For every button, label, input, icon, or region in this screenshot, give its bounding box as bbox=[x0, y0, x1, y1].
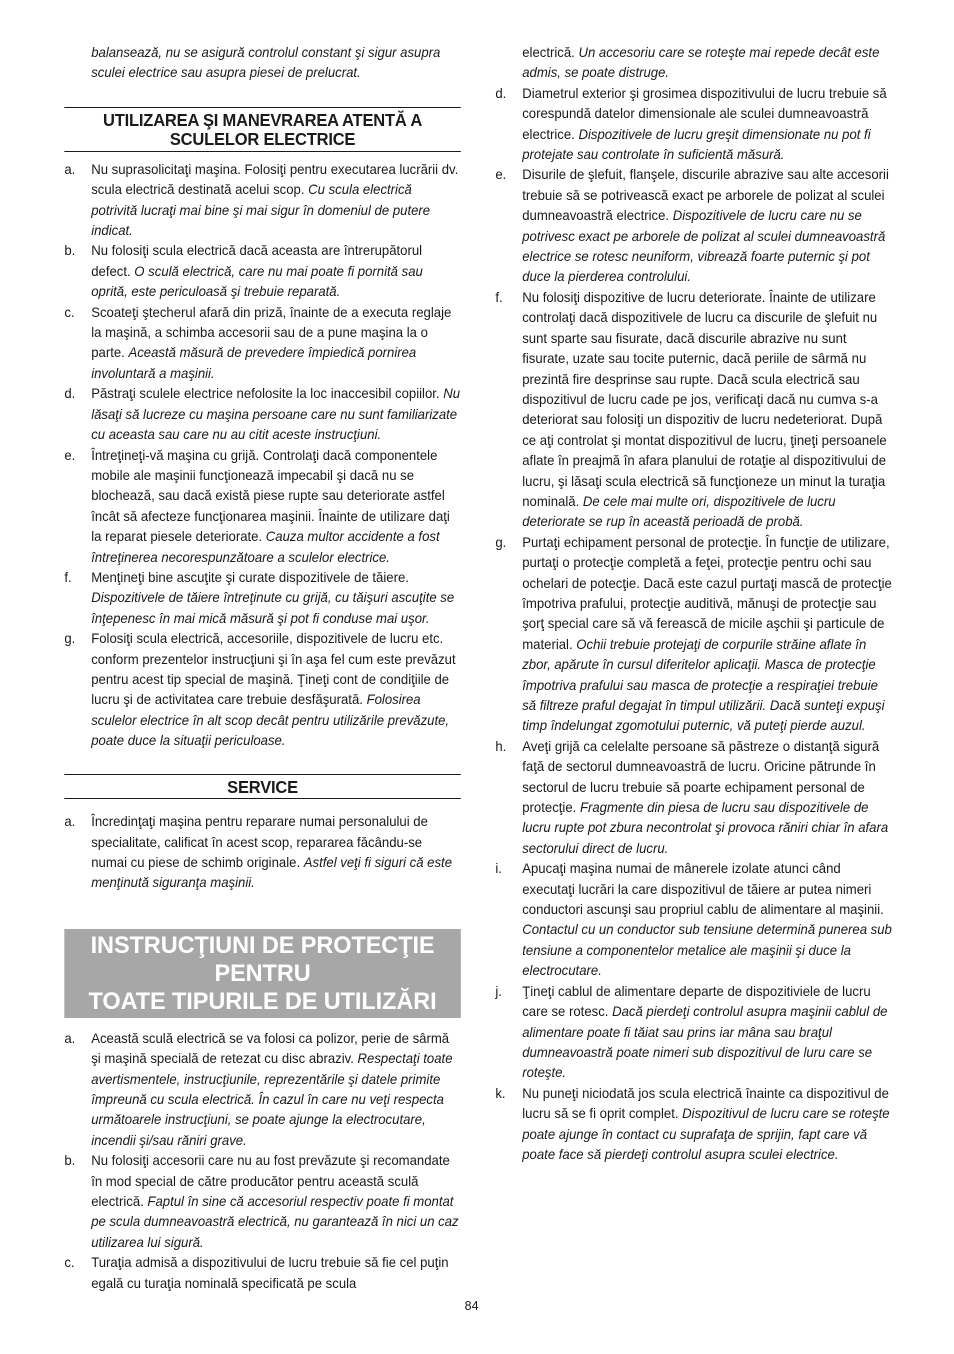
item-text: Apucaţi maşina numai de mânerele izolate atunci când executaţi lucrări la care dispozitivul de tăiere ar putea nimeri conductori ascunşi sau propriul cablu de alimentare al maşinii. bbox=[522, 861, 884, 918]
item-text: Turaţia admisă a dispozitivului de lucru trebuie să fie cel puţin egală cu turaţia nominală specificată pe scula bbox=[91, 1255, 449, 1291]
section-heading-line-2: SCULELOR ELECTRICE bbox=[169, 129, 356, 150]
list-item-utilizarea-c bbox=[64, 303, 460, 385]
item-italic-text: Cu scula electrică potrivită lucraţi mai bine şi mai sigur în domeniul de putere indicat. bbox=[91, 182, 431, 239]
item-text: Păstraţi sculele electrice nefolosite la loc inaccesibil copiilor. bbox=[91, 386, 444, 402]
item-italic-text: Această măsură de prevedere împiedică pornirea involuntară a maşinii. bbox=[91, 345, 417, 381]
item-italic-text: Un accesoriu care se roteşte mai repede decât este admis, se poate distruge. bbox=[522, 45, 880, 81]
item-italic-text: Respectaţi toate avertismentele, instrucţiunile, reprezentările şi datele primite împreună cu scula electrică. În cazul în care nu veţi respecta următoarele instrucţiuni, se poate ajunge la electrocutare, incendii şi/sau răniri grave. bbox=[91, 1051, 453, 1148]
left-intro-text: balansează, nu se asigură controlul constant şi sigur asupra sculei electrice sau asupra piesei de prelucrat. bbox=[91, 45, 441, 81]
item-text: Menţineţi bine ascuţite şi curate dispozitivele de tăiere. bbox=[91, 569, 409, 585]
section-heading-utilizarea bbox=[64, 107, 460, 152]
list-item-utilizarea-a bbox=[64, 160, 460, 242]
item-letter: h. bbox=[495, 738, 507, 754]
item-text: Nu puneţi niciodată jos scula electrică înainte ca dispozitivul de lucru să se fi oprit complet. bbox=[522, 1085, 889, 1122]
item-italic-text: Folosirea sculelor electrice în alt scop decât pentru utilizările prevăzute, poate duce la situaţii periculoase. bbox=[91, 692, 450, 749]
item-letter: g. bbox=[495, 534, 507, 550]
item-italic-text: Dispozitivul de lucru care se roteşte poate ajunge în contact cu suprafaţa de sprijin, fapt care vă poate face să pierdeţi controlul asupra sculei electrice. bbox=[522, 1106, 890, 1162]
item-text: Aveţi grijă ca celelalte persoane să păstreze o distanţă sigură faţă de sectorul dumneavoastră de lucru. Oricine pătrunde în sectorul de lucru trebuie să poarte echipament personal de protecţie. bbox=[522, 738, 880, 816]
item-italic-text: Faptul în sine că accesoriul respectiv poate fi montat pe scula dumneavoastră electrică, nu garantează în nici un caz utilizarea lui sigură. bbox=[91, 1193, 459, 1250]
item-letter: a. bbox=[64, 161, 76, 177]
list-item-protectie-k bbox=[495, 1084, 892, 1166]
item-text: Ţineţi cablul de alimentare departe de dispozitiviele de lucru care se rotesc. bbox=[522, 983, 871, 1020]
item-letter: b. bbox=[64, 243, 76, 259]
item-text: Scoateţi ştecherul afară din priză, înainte de a executa reglaje la maşină, a schimba accesorii sau de a pune maşina la o parte. bbox=[91, 304, 452, 361]
item-letter: c. bbox=[64, 1255, 75, 1271]
list-item-protectie-j bbox=[495, 982, 892, 1084]
list-item-protectie-d bbox=[495, 84, 892, 166]
item-letter: j. bbox=[495, 983, 502, 999]
item-letter: c. bbox=[64, 304, 75, 320]
item-letter: e. bbox=[495, 167, 507, 183]
list-item-protectie-f bbox=[495, 288, 892, 533]
list-item-service-a bbox=[64, 812, 460, 894]
item-italic-text: Ochii trebuie protejaţi de corpurile străine aflate în zbor, apărute în cursul diferitelor aplicaţii. Masca de protecţie împotriva prafului sau masca de protecţie a respiraţiei trebuie să filtreze praful degajat în timpul utilizării. Dacă sunteţi expuşi timp îndelungat zgomotului puternic, vă puteţi pierde auzul. bbox=[522, 636, 885, 734]
list-item-protectie-c-continued bbox=[495, 43, 892, 84]
item-letter: b. bbox=[64, 1153, 76, 1169]
item-italic-text: Fragmente din piesa de lucru sau dispozitivele de lucru rupte pot zbura necontrolat şi provoca răniri chiar în afara sectorului direct de lucru. bbox=[522, 800, 889, 856]
list-service bbox=[64, 812, 460, 894]
item-italic-text: De cele mai multe ori, dispozitivele de lucru deteriorate se rup în această perioadă de probă. bbox=[522, 493, 836, 530]
item-text: Diametrul exterior şi grosimea dispozitivului de lucru trebuie să corespundă datelor dimensionale ale sculei dumneavoastră electrice. bbox=[522, 85, 887, 142]
list-item-utilizarea-g bbox=[64, 629, 460, 751]
item-text: Nu suprasolicitaţi maşina. Folosiţi pentru executarea lucrării dv. scula electrică destinată acelui scop. bbox=[91, 161, 459, 198]
item-italic-text: Contactul cu un conductor sub tensiune determină punerea sub tensiune a componentelor metalice ale maşinii şi duce la electrocutare. bbox=[522, 922, 892, 979]
list-item-protectie-i bbox=[495, 859, 892, 981]
list-item-protectie-c bbox=[64, 1253, 460, 1294]
list-item-protectie-h bbox=[495, 737, 892, 859]
main-heading-line-2: TOATE TIPURILE DE UTILIZĂRI bbox=[88, 987, 437, 1015]
list-item-protectie-a bbox=[64, 1029, 460, 1151]
item-italic-text: Cauza multor accidente a fost întreţinerea necorespunzătoare a sculelor electrice. bbox=[91, 529, 440, 565]
item-text: Această sculă electrică se va folosi ca polizor, perie de sârmă şi maşină specială de retezat cu disc abraziv. bbox=[91, 1030, 450, 1067]
left-column bbox=[64, 43, 460, 1294]
list-item-utilizarea-b bbox=[64, 241, 460, 302]
item-text: Folosiţi scula electrică, accesoriile, dispozitivele de lucru etc. conform prezentelor instrucţiuni şi în aşa fel cum este prevăzut pentru acest tip special de maşină. Ţineţi cont de condiţiile de lucru şi de activitatea care trebuie desfăşurată. bbox=[91, 631, 456, 708]
section-heading-line-1: UTILIZAREA ŞI MANEVRAREA ATENTĂ A bbox=[103, 109, 423, 130]
item-italic-text: Nu lăsaţi să lucreze cu maşina persoane care nu sunt familiarizate cu aceasta sau care nu au citit aceste instrucţiuni. bbox=[91, 386, 461, 443]
item-text: Nu folosiţi scula electrică dacă aceasta are întrerupătorul defect. bbox=[91, 243, 423, 279]
item-italic-text: Dispozitivele de tăiere întreţinute cu grijă, cu tăişuri ascuţite se înţepenesc în mai mică măsură şi pot fi conduse mai uşor. bbox=[91, 590, 455, 626]
item-letter: f. bbox=[495, 289, 503, 305]
page-number: 84 bbox=[464, 1298, 479, 1313]
item-italic-text: Dispozitivele de lucru care nu se potrivesc exact pe arborele de polizat al sculei dumneavoastră electrice se rotesc neuniform, vibrează foarte puternic şi pot duce la pierderea controlului. bbox=[522, 208, 886, 285]
item-italic-text: Astfel veţi fi siguri că este menţinută siguranţa maşinii. bbox=[91, 854, 453, 891]
list-protectie bbox=[64, 1029, 460, 1294]
item-italic-text: O sculă electrică, care nu mai poate fi pornită sau oprită, este periculoasă şi trebuie reparată. bbox=[91, 263, 423, 300]
item-text: Nu folosiţi accesorii care nu au fost prevăzute şi recomandate în mod special de către producător pentru această sculă electrică. bbox=[91, 1153, 450, 1209]
item-italic-text: Dacă pierdeţi controlul asupra maşinii cablul de alimentare poate fi tăiat sau prins iar mâna sau braţul dumneavoastră poate nimeri sub dispozitivul de luru care se roteşte. bbox=[522, 1004, 888, 1081]
item-text: Disurile de şlefuit, flanşele, discurile abrazive sau alte accesorii trebuie să se potrivească exact pe arborele de polizat al sculei dumneavoastră electrice. bbox=[522, 167, 889, 224]
item-letter: e. bbox=[64, 447, 76, 463]
main-heading-line-1: INSTRUCŢIUNI DE PROTECŢIE PENTRU bbox=[90, 931, 435, 987]
item-letter: i. bbox=[495, 861, 502, 877]
item-letter: g. bbox=[64, 631, 76, 647]
list-utilizarea bbox=[64, 160, 460, 752]
item-letter: f. bbox=[64, 569, 72, 585]
item-letter: a. bbox=[64, 814, 76, 830]
list-item-utilizarea-d bbox=[64, 384, 460, 445]
main-heading-protectie bbox=[64, 929, 460, 1018]
item-italic-text: Dispozitivele de lucru greşit dimensionate nu pot fi protejate sau controlate în suficientă măsură. bbox=[522, 126, 871, 163]
section-heading-service: SERVICE bbox=[64, 774, 460, 800]
list-item-protectie-b bbox=[64, 1151, 460, 1253]
item-text: electrică. bbox=[522, 45, 579, 60]
list-item-protectie-e bbox=[495, 165, 892, 287]
item-letter: d. bbox=[64, 386, 76, 402]
item-text: Încredinţaţi maşina pentru reparare numai personalului de specialitate, calificat în acest scop, repararea făcându-se numai cu piese de schimb originale. bbox=[91, 814, 428, 870]
item-letter: a. bbox=[64, 1030, 76, 1046]
item-text: Purtaţi echipament personal de protecţie. În funcţie de utilizare, purtaţi o protecţie completă a feţei, protecţie pentru ochi sau ochelari de potecţie. Dacă este cazul purtaţi mască de protecţie împotriva prafului, protecţie auditivă, mănuşi de protecţie sau şorţ special care să vă ferească de micile aşchii şi particule de material. bbox=[522, 534, 892, 652]
item-letter: d. bbox=[495, 85, 507, 101]
list-item-utilizarea-e bbox=[64, 446, 460, 568]
item-letter: k. bbox=[495, 1085, 506, 1101]
item-text: Nu folosiţi dispozitive de lucru deteriorate. Înainte de utilizare controlaţi dacă dispozitivele de lucru ca discurile de şlefuit nu sunt sparte sau fisurate, dacă discurile abrazive nu sunt fisurate, uzate sau tocite puternic, dacă periile de sârmă nu prezintă fire desprinse sau rupte. Dacă scula electrică sau dispozitivul de lucru cade pe jos, verificaţi dacă nu cumva s-a deteriorat sau folosiţi un dispozitiv de lucru nedeteriorat. După ce aţi controlat şi montat dispozitivul de lucru, ţineţi persoanele aflate în preajmă în afara planului de rotaţie al dispozitivului de lucru, şi lăsaţi scula electrică să funcţioneze un minut la turaţia nominală. bbox=[522, 289, 887, 509]
list-item-protectie-g bbox=[495, 533, 892, 737]
right-column bbox=[495, 43, 892, 1165]
list-item-utilizarea-f bbox=[64, 568, 460, 629]
item-text: Întreţineţi-vă maşina cu grijă. Controlaţi dacă componentele mobile ale maşinii funcţionează impecabil şi dacă nu se blochează, sau dacă există piese rupte sau deteriorate astfel încât să afecteze funcţionarea maşinii. Înainte de utilizare daţi la reparat piesele deteriorate. bbox=[91, 447, 450, 545]
